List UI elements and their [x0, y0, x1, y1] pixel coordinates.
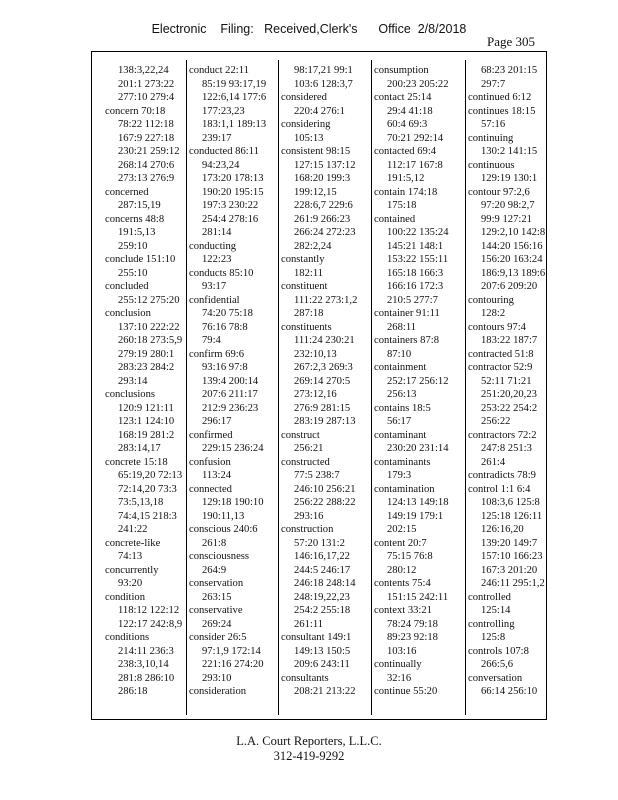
- index-reference: 93:20: [118, 578, 143, 589]
- index-column-4: [374, 64, 462, 714]
- index-reference: 256:22 288:22: [294, 497, 356, 508]
- index-reference: 183:1,1 189:13: [202, 119, 267, 130]
- index-reference: 191:5,13: [118, 227, 156, 238]
- index-entry: continue 55:20: [374, 686, 438, 697]
- index-reference: 276:9 281:15: [294, 402, 351, 414]
- index-reference: 52:11 71:21: [481, 375, 532, 387]
- index-entry: continuous: [468, 159, 515, 171]
- index-entry: contact 25:14: [374, 92, 432, 103]
- index-reference: 76:16 78:8: [202, 321, 248, 333]
- index-entry: contour 97:2,6: [468, 186, 530, 198]
- index-entry: container 91:11: [374, 308, 440, 319]
- index-reference: 191:5,12: [387, 173, 425, 184]
- page-number: Page 305: [486, 34, 535, 49]
- index-entry: construct: [281, 429, 320, 441]
- index-reference: 168:19 281:2: [118, 429, 175, 441]
- index-reference: 149:19 179:1: [387, 510, 444, 522]
- index-entry: conducting: [189, 240, 237, 252]
- index-reference: 85:19 93:17,19: [202, 78, 267, 90]
- index-reference: 256:21: [294, 443, 324, 454]
- index-reference: 255:10: [118, 267, 148, 279]
- index-reference: 118:12 122:12: [118, 605, 180, 616]
- index-reference: 57:16: [481, 119, 506, 130]
- index-reference: 32:16: [387, 672, 412, 684]
- index-reference: 66:14 256:10: [481, 686, 538, 697]
- index-reference: 244:5 246:17: [294, 564, 351, 576]
- index-entry: controlled: [468, 591, 511, 603]
- index-reference: 268:11: [387, 321, 417, 333]
- index-reference: 208:21 213:22: [294, 686, 356, 697]
- index-reference: 264:9: [202, 564, 227, 576]
- index-reference: 261:8: [202, 537, 227, 549]
- index-entry: contained: [374, 213, 416, 225]
- index-reference: 273:13 276:9: [118, 173, 175, 184]
- index-reference: 103:16: [387, 645, 417, 657]
- index-reference: 74:4,15 218:3: [118, 510, 177, 522]
- index-reference: 190:20 195:15: [202, 186, 264, 198]
- index-reference: 111:24 230:21: [294, 335, 355, 346]
- index-entry: constituents: [281, 321, 332, 333]
- index-entry: contracted 51:8: [468, 348, 534, 360]
- index-reference: 129:19 130:1: [481, 173, 538, 184]
- index-reference: 89:23 92:18: [387, 632, 438, 643]
- index-reference: 283:19 287:13: [294, 416, 356, 427]
- index-entry: confirmed: [189, 429, 233, 441]
- index-entry: conscious 240:6: [189, 524, 258, 535]
- index-reference: 281:14: [202, 227, 232, 238]
- index-reference: 246:10 256:21: [294, 483, 356, 495]
- index-entry: contents 75:4: [374, 578, 431, 589]
- index-reference: 273:12,16: [294, 389, 337, 400]
- index-reference: 125:18 126:11: [481, 510, 543, 522]
- index-entry: context 33:21: [374, 605, 432, 616]
- column-divider: [186, 60, 187, 715]
- index-entry: conclusions: [105, 389, 156, 400]
- index-reference: 144:20 156:16: [481, 240, 543, 252]
- index-reference: 183:22 187:7: [481, 335, 538, 346]
- index-entry: concluded: [105, 281, 149, 292]
- index-entry: consultants: [281, 672, 329, 684]
- index-reference: 212:9 236:23: [202, 402, 259, 414]
- index-reference: 146:16,17,22: [294, 551, 350, 562]
- index-reference: 149:13 150:5: [294, 645, 351, 657]
- index-reference: 259:10: [118, 240, 148, 252]
- index-entry: contractor 52:9: [468, 362, 533, 373]
- index-entry: conservation: [189, 578, 244, 589]
- index-reference: 138:3,22,24: [118, 65, 169, 76]
- index-reference: 254:2 255:18: [294, 605, 351, 616]
- index-reference: 130:2 141:15: [481, 146, 538, 157]
- index-reference: 190:11,13: [202, 510, 245, 522]
- index-reference: 74:13: [118, 551, 143, 562]
- index-reference: 293:10: [202, 672, 232, 684]
- index-reference: 246:11 295:1,2: [481, 578, 545, 589]
- index-reference: 283:23 284:2: [118, 362, 175, 373]
- index-reference: 261:9 266:23: [294, 213, 351, 225]
- index-reference: 127:15 137:12: [294, 159, 356, 171]
- index-reference: 156:20 163:24: [481, 254, 543, 265]
- index-reference: 79:4: [202, 335, 221, 346]
- index-entry: consciousness: [189, 551, 250, 562]
- index-reference: 282:2,24: [294, 240, 332, 252]
- index-reference: 29:4 41:18: [387, 105, 433, 117]
- index-reference: 296:17: [202, 416, 232, 427]
- index-reference: 279:19 280:1: [118, 348, 175, 360]
- index-reference: 97:20 98:2,7: [481, 200, 535, 211]
- index-reference: 56:17: [387, 416, 412, 427]
- index-reference: 75:15 76:8: [387, 551, 433, 562]
- index-column-1: [105, 64, 193, 714]
- index-reference: 129:2,10 142:8: [481, 227, 546, 238]
- index-entry: controlling: [468, 618, 515, 630]
- index-reference: 221:16 274:20: [202, 659, 264, 670]
- index-reference: 263:15: [202, 591, 232, 603]
- index-entry: consumption: [374, 65, 429, 76]
- index-entry: conduct 22:11: [189, 65, 249, 76]
- index-reference: 93:17: [202, 281, 227, 292]
- index-reference: 100:22 135:24: [387, 227, 449, 238]
- index-reference: 60:4 69:3: [387, 119, 428, 130]
- index-reference: 283:14,17: [118, 443, 161, 454]
- index-frame: [91, 51, 547, 720]
- index-reference: 99:9 127:21: [481, 213, 532, 225]
- index-reference: 239:17: [202, 132, 232, 144]
- index-reference: 120:9 121:11: [118, 402, 174, 414]
- index-reference: 78:24 79:18: [387, 618, 438, 630]
- index-reference: 122:23: [202, 254, 232, 265]
- index-reference: 220:4 276:1: [294, 105, 345, 117]
- index-reference: 202:15: [387, 524, 417, 535]
- index-reference: 105:13: [294, 132, 324, 144]
- footer-phone: 312-419-9292: [273, 749, 345, 763]
- index-reference: 125:14: [481, 605, 511, 616]
- index-reference: 57:20 131:2: [294, 537, 345, 549]
- index-reference: 93:16 97:8: [202, 362, 248, 373]
- index-column-2: [189, 64, 277, 714]
- index-reference: 128:2: [481, 308, 506, 319]
- index-reference: 177:23,23: [202, 105, 245, 117]
- index-entry: conducted 86:11: [189, 146, 259, 157]
- filing-header: Electronic Filing: Received,Clerk's Office 2/8/2018: [151, 22, 467, 36]
- index-reference: 248:19,22,23: [294, 591, 350, 603]
- index-entry: condition: [105, 591, 146, 603]
- index-reference: 228:6,7 229:6: [294, 200, 353, 211]
- index-reference: 129:18 190:10: [202, 497, 264, 508]
- index-entry: continues 18:15: [468, 105, 536, 117]
- index-entry: contain 174:18: [374, 186, 438, 198]
- index-reference: 70:21 292:14: [387, 132, 444, 144]
- index-reference: 287:18: [294, 308, 324, 319]
- index-entry: consistent 98:15: [281, 146, 351, 157]
- index-reference: 167:3 201:20: [481, 564, 538, 576]
- index-reference: 98:17,21 99:1: [294, 65, 353, 76]
- index-reference: 197:3 230:22: [202, 200, 259, 211]
- index-reference: 210:5 277:7: [387, 294, 438, 306]
- index-reference: 122:17 242:8,9: [118, 618, 183, 630]
- index-reference: 200:23 205:22: [387, 78, 449, 90]
- index-entry: conversation: [468, 672, 523, 684]
- index-entry: conditions: [105, 632, 150, 643]
- index-reference: 68:23 201:15: [481, 65, 538, 76]
- index-entry: consider 26:5: [189, 632, 247, 643]
- index-reference: 157:10 166:23: [481, 551, 543, 562]
- column-divider: [278, 60, 279, 715]
- index-entry: contamination: [374, 483, 435, 495]
- index-reference: 151:15 242:11: [387, 591, 449, 603]
- index-reference: 201:1 273:22: [118, 78, 175, 90]
- index-entry: continually: [374, 659, 422, 670]
- column-divider: [465, 60, 466, 715]
- index-entry: contacted 69:4: [374, 146, 437, 157]
- index-reference: 153:22 155:11: [387, 254, 449, 265]
- index-reference: 139:20 149:7: [481, 537, 538, 549]
- index-entry: content 20:7: [374, 537, 427, 549]
- index-reference: 241:22: [118, 524, 148, 535]
- index-reference: 238:3,10,14: [118, 659, 169, 670]
- index-reference: 173:20 178:13: [202, 173, 264, 184]
- index-reference: 232:10,13: [294, 348, 337, 360]
- index-entry: concurrently: [105, 564, 159, 576]
- index-reference: 113:24: [202, 470, 232, 481]
- index-entry: control 1:1 6:4: [468, 483, 531, 495]
- index-entry: concern 70:18: [105, 105, 166, 117]
- index-reference: 167:9 227:18: [118, 132, 175, 144]
- index-entry: contaminants: [374, 456, 431, 468]
- index-reference: 209:6 243:11: [294, 659, 350, 670]
- index-entry: consideration: [189, 686, 247, 697]
- index-reference: 266:5,6: [481, 659, 514, 670]
- index-reference: 255:12 275:20: [118, 294, 180, 306]
- index-entry: containers 87:8: [374, 335, 440, 346]
- index-reference: 281:8 286:10: [118, 672, 175, 684]
- index-reference: 267:2,3 269:3: [294, 362, 353, 373]
- footer-company: L.A. Court Reporters, L.L.C.: [236, 734, 382, 748]
- index-entry: confusion: [189, 456, 231, 468]
- index-reference: 286:18: [118, 686, 148, 697]
- index-reference: 256:13: [387, 389, 417, 400]
- index-entry: contours 97:4: [468, 321, 526, 333]
- index-entry: connected: [189, 483, 232, 495]
- index-entry: concrete 15:18: [105, 456, 168, 468]
- index-entry: concerns 48:8: [105, 213, 165, 225]
- index-reference: 229:15 236:24: [202, 443, 264, 454]
- index-reference: 293:14: [118, 375, 148, 387]
- index-entry: confirm 69:6: [189, 348, 245, 360]
- index-reference: 125:8: [481, 632, 506, 643]
- index-entry: containment: [374, 362, 427, 373]
- index-entry: continued 6:12: [468, 92, 532, 103]
- index-reference: 186:9,13 189:6: [481, 267, 546, 279]
- index-reference: 207:6 211:17: [202, 389, 258, 400]
- index-entry: construction: [281, 524, 334, 535]
- index-reference: 261:4: [481, 456, 506, 468]
- index-reference: 97:1,9 172:14: [202, 645, 261, 657]
- index-entry: constructed: [281, 456, 330, 468]
- index-reference: 246:18 248:14: [294, 578, 356, 589]
- index-reference: 78:22 112:18: [118, 119, 174, 130]
- index-reference: 280:12: [387, 564, 417, 576]
- index-entry: conclude 151:10: [105, 254, 176, 265]
- index-entry: continuing: [468, 132, 514, 144]
- index-reference: 65:19,20 72:13: [118, 470, 183, 481]
- index-reference: 214:11 236:3: [118, 645, 174, 657]
- index-reference: 73:5,13,18: [118, 497, 164, 508]
- index-reference: 268:14 270:6: [118, 159, 175, 171]
- index-reference: 199:12,15: [294, 186, 337, 198]
- index-reference: 230:20 231:14: [387, 443, 449, 454]
- index-reference: 166:16 172:3: [387, 281, 444, 292]
- index-reference: 175:18: [387, 200, 417, 211]
- index-reference: 108:3,6 125:8: [481, 497, 540, 508]
- index-entry: contractors 72:2: [468, 429, 537, 441]
- index-entry: concrete-like: [105, 537, 161, 549]
- index-reference: 266:24 272:23: [294, 227, 356, 238]
- index-reference: 247:8 251:3: [481, 443, 532, 454]
- index-reference: 126:16,20: [481, 524, 524, 535]
- index-entry: considered: [281, 92, 327, 103]
- index-reference: 253:22 254:2: [481, 402, 538, 414]
- index-reference: 260:18 273:5,9: [118, 335, 183, 346]
- index-reference: 287:15,19: [118, 200, 161, 211]
- index-entry: contradicts 78:9: [468, 470, 536, 481]
- index-entry: confidential: [189, 294, 240, 306]
- index-reference: 112:17 167:8: [387, 159, 443, 171]
- index-reference: 74:20 75:18: [202, 308, 253, 319]
- index-entry: contains 18:5: [374, 402, 431, 414]
- index-reference: 254:4 278:16: [202, 213, 259, 225]
- index-entry: conservative: [189, 605, 243, 616]
- index-reference: 207:6 209:20: [481, 281, 538, 292]
- index-reference: 111:22 273:1,2: [294, 294, 358, 306]
- index-column-3: [281, 64, 369, 714]
- index-reference: 179:3: [387, 470, 412, 481]
- index-reference: 103:6 128:3,7: [294, 78, 353, 90]
- index-reference: 182:11: [294, 267, 324, 279]
- index-entry: concerned: [105, 186, 149, 198]
- index-entry: conclusion: [105, 308, 151, 319]
- index-reference: 230:21 259:12: [118, 146, 180, 157]
- index-reference: 252:17 256:12: [387, 375, 449, 387]
- index-reference: 261:11: [294, 618, 324, 630]
- index-reference: 77:5 238:7: [294, 470, 340, 481]
- index-reference: 87:10: [387, 348, 412, 360]
- index-reference: 124:13 149:18: [387, 497, 449, 508]
- index-reference: 137:10 222:22: [118, 321, 180, 333]
- index-reference: 168:20 199:3: [294, 173, 351, 184]
- index-entry: constantly: [281, 254, 325, 265]
- index-column-5: [468, 64, 556, 714]
- index-reference: 72:14,20 73:3: [118, 483, 177, 495]
- index-entry: considering: [281, 119, 331, 130]
- index-entry: contouring: [468, 294, 514, 306]
- index-reference: 94:23,24: [202, 159, 240, 171]
- index-reference: 269:14 270:5: [294, 375, 351, 387]
- index-entry: constituent: [281, 281, 328, 292]
- index-reference: 122:6,14 177:6: [202, 92, 267, 103]
- index-reference: 293:16: [294, 510, 324, 522]
- index-reference: 269:24: [202, 618, 232, 630]
- index-entry: controls 107:8: [468, 645, 529, 657]
- column-divider: [371, 60, 372, 715]
- index-reference: 256:22: [481, 416, 511, 427]
- index-reference: 251:20,20,23: [481, 389, 537, 400]
- index-reference: 297:7: [481, 78, 506, 90]
- index-reference: 165:18 166:3: [387, 267, 444, 279]
- index-reference: 139:4 200:14: [202, 375, 259, 387]
- index-reference: 277:10 279:4: [118, 92, 175, 103]
- index-entry: contaminant: [374, 429, 427, 441]
- index-entry: consultant 149:1: [281, 632, 352, 643]
- index-reference: 123:1 124:10: [118, 416, 175, 427]
- index-entry: conducts 85:10: [189, 267, 254, 279]
- index-reference: 145:21 148:1: [387, 240, 444, 252]
